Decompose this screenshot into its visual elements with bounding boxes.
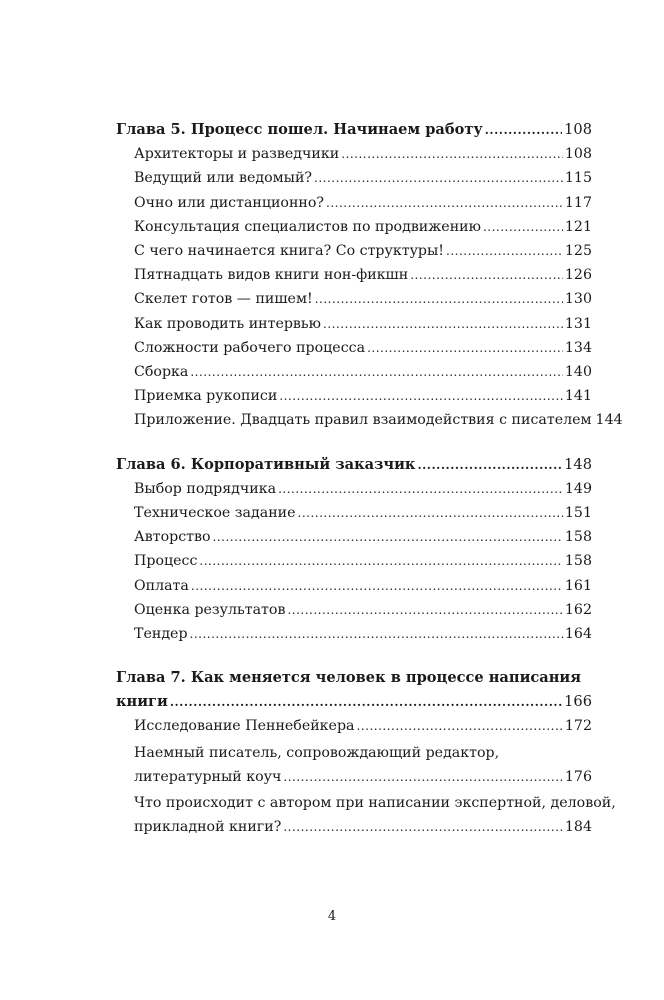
table-of-contents: [116, 118, 623, 859]
entry-title: Техническое задание: [134, 505, 296, 522]
leader-dots: [287, 598, 562, 622]
toc-entry[interactable]: [116, 142, 592, 166]
page-ref: 108: [564, 121, 592, 138]
page-ref: 131: [564, 315, 592, 332]
page-ref: 144: [595, 412, 623, 429]
page-ref: 130: [564, 291, 592, 308]
page-ref: 115: [564, 170, 592, 187]
toc-entry[interactable]: [116, 598, 592, 622]
chapter-title-line[interactable]: Глава 7. Как меняется человек в процессе написания: [116, 669, 582, 687]
leader-dots: [190, 360, 563, 384]
toc-entry[interactable]: [116, 312, 592, 336]
toc-entry[interactable]: [116, 501, 592, 525]
entry-title: Оплата: [134, 577, 189, 594]
page-ref: 126: [564, 267, 592, 284]
chapter-title: Глава 6. Корпоративный заказчик: [116, 455, 416, 473]
leader-dots: [341, 142, 563, 166]
entry-title: Приемка рукописи: [134, 388, 278, 405]
entry-title: Оценка результатов: [134, 601, 286, 618]
chapter-heading[interactable]: [116, 690, 592, 714]
leader-dots: [483, 215, 563, 239]
leader-dots: [278, 477, 563, 501]
entry-title: Приложение. Двадцать правил взаимодействия с писателем: [134, 412, 592, 429]
leader-dots: [283, 815, 563, 839]
toc-entry[interactable]: [116, 525, 592, 549]
entry-title: литературный коуч: [134, 768, 282, 785]
entry-title-line[interactable]: Наемный писатель, сопровождающий редактор,: [134, 744, 500, 761]
entry-title: Тендер: [134, 626, 188, 643]
chapter-7: [116, 666, 616, 839]
leader-dots: [298, 501, 563, 525]
leader-dots: [170, 690, 562, 714]
leader-dots: [323, 312, 563, 336]
leader-dots: [314, 166, 563, 190]
toc-entry[interactable]: [116, 384, 592, 408]
entry-title: Процесс: [134, 553, 198, 570]
toc-entry[interactable]: [116, 336, 592, 360]
toc-entry[interactable]: [116, 360, 592, 384]
entry-title: Скелет готов — пишем!: [134, 291, 313, 308]
leader-dots: [213, 525, 563, 549]
entry-title: Сборка: [134, 364, 189, 381]
page-ref: 140: [564, 364, 592, 381]
page-ref: 161: [564, 577, 592, 594]
page-ref: 149: [564, 480, 592, 497]
toc-entry[interactable]: [116, 622, 592, 646]
chapter-title: книги: [116, 693, 168, 711]
toc-entry[interactable]: [116, 191, 592, 215]
leader-dots: [417, 453, 562, 477]
entry-title: Пятнадцать видов книги нон-фикшн: [134, 267, 409, 284]
toc-entry[interactable]: [116, 815, 592, 839]
leader-dots: [485, 118, 562, 142]
leader-dots: [446, 239, 563, 263]
leader-dots: [326, 191, 563, 215]
page-ref: 158: [564, 529, 592, 546]
toc-entry[interactable]: [116, 263, 592, 287]
entry-title: Консультация специалистов по продвижению: [134, 218, 481, 235]
chapter-5: [116, 118, 623, 433]
leader-dots: [190, 622, 563, 646]
page-ref: 166: [564, 693, 592, 711]
chapter-heading[interactable]: [116, 453, 592, 477]
page-ref: 125: [564, 243, 592, 260]
page-ref: 108: [564, 146, 592, 163]
leader-dots: [315, 287, 563, 311]
entry-title: Ведущий или ведомый?: [134, 170, 313, 187]
toc-entry[interactable]: [116, 477, 592, 501]
page-ref: 172: [564, 718, 592, 735]
leader-dots: [283, 765, 563, 789]
toc-entry[interactable]: [116, 287, 592, 311]
chapter-heading[interactable]: [116, 118, 592, 142]
leader-dots: [199, 549, 562, 573]
page-ref: 184: [564, 819, 592, 836]
page-ref: 134: [564, 339, 592, 356]
entry-title: Как проводить интервью: [134, 315, 322, 332]
chapter-6: [116, 453, 592, 647]
entry-title: Авторство: [134, 529, 211, 546]
page-number: 4: [327, 909, 337, 924]
entry-title: Очно или дистанционно?: [134, 194, 325, 211]
toc-entry[interactable]: [116, 408, 623, 432]
entry-title: прикладной книги?: [134, 819, 282, 836]
page-ref: 162: [564, 601, 592, 618]
toc-entry[interactable]: [116, 714, 592, 738]
page-ref: 117: [564, 194, 592, 211]
page-ref: 176: [564, 768, 592, 785]
entry-title: Исследование Пеннебейкера: [134, 718, 355, 735]
entry-title: С чего начинается книга? Со структуры!: [134, 243, 444, 260]
leader-dots: [357, 714, 563, 738]
chapter-title: Глава 5. Процесс пошел. Начинаем работу: [116, 121, 483, 138]
entry-title: Сложности рабочего процесса: [134, 339, 366, 356]
page-ref: 141: [564, 388, 592, 405]
toc-entry[interactable]: [116, 549, 592, 573]
entry-title-line[interactable]: Что происходит с автором при написании экспертной, деловой,: [134, 795, 616, 812]
entry-title: Выбор подрядчика: [134, 480, 277, 497]
page-ref: 151: [564, 505, 592, 522]
page-ref: 158: [564, 553, 592, 570]
toc-entry[interactable]: [116, 239, 592, 263]
leader-dots: [367, 336, 563, 360]
toc-entry[interactable]: [116, 574, 592, 598]
toc-entry[interactable]: [116, 215, 592, 239]
entry-title: Архитекторы и разведчики: [134, 146, 340, 163]
page-ref: 148: [564, 455, 592, 473]
page-ref: 121: [564, 218, 592, 235]
toc-entry[interactable]: [116, 765, 592, 789]
toc-entry[interactable]: [116, 166, 592, 190]
leader-dots: [410, 263, 563, 287]
leader-dots: [279, 384, 563, 408]
page-ref: 164: [564, 626, 592, 643]
leader-dots: [191, 574, 563, 598]
